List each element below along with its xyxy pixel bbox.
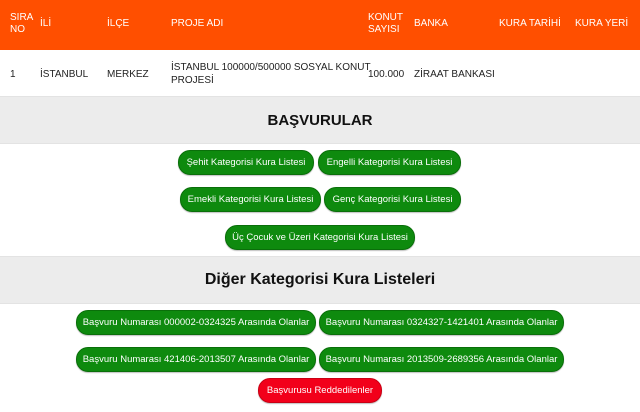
cell-banka: ZİRAAT BANKASI — [414, 69, 495, 80]
table-header — [0, 0, 640, 50]
cell-konut: 100.000 — [368, 69, 405, 80]
cell-proje-line1: İSTANBUL 100000/500000 SOSYAL KONUT — [171, 62, 371, 73]
emekli-list-button[interactable]: Emekli Kategorisi Kura Listesi — [180, 187, 321, 212]
header-kura-tarihi: KURA TARİHİ — [499, 18, 561, 29]
cell-ilce: MERKEZ — [107, 69, 149, 80]
header-il: İLİ — [40, 18, 52, 29]
header-sira-line1: SIRA — [10, 12, 34, 23]
genc-list-button[interactable]: Genç Kategorisi Kura Listesi — [324, 187, 461, 212]
uc-cocuk-list-button[interactable]: Üç Çocuk ve Üzeri Kategorisi Kura Listesi — [225, 225, 415, 250]
cell-proje-line2: PROJESİ — [171, 75, 214, 86]
diger-title: Diğer Kategorisi Kura Listeleri — [204, 271, 436, 288]
header-ilce: İLÇE — [107, 18, 130, 29]
header-sira-line2: NO — [10, 24, 25, 35]
engelli-list-button[interactable]: Engelli Kategorisi Kura Listesi — [318, 150, 461, 175]
header-konut-line2: SAYISI — [368, 24, 400, 35]
range-button-1[interactable]: Başvuru Numarası 000002-0324325 Arasında Olanlar — [76, 310, 316, 335]
rejected-button[interactable]: Başvurusu Reddedilenler — [258, 378, 382, 403]
cell-sira: 1 — [10, 69, 16, 80]
header-proje: PROJE ADI — [171, 18, 224, 29]
section-divider-3 — [0, 303, 640, 304]
range-button-4[interactable]: Başvuru Numarası 2013509-2689356 Arasında Olanlar — [319, 347, 564, 372]
basvurular-title: BAŞVURULAR — [267, 111, 373, 129]
header-konut-line1: KONUT — [368, 12, 403, 23]
sehit-list-button[interactable]: Şehit Kategorisi Kura Listesi — [178, 150, 314, 175]
range-button-2[interactable]: Başvuru Numarası 0324327-1421401 Arasında Olanlar — [319, 310, 564, 335]
diger-section-header — [0, 257, 640, 303]
basvurular-section-header — [0, 97, 640, 143]
cell-proje — [171, 61, 371, 87]
header-kura-yeri: KURA YERİ — [575, 18, 629, 29]
range-button-3[interactable]: Başvuru Numarası 421406-2013507 Arasında Olanlar — [76, 347, 316, 372]
section-divider — [0, 143, 640, 144]
header-banka: BANKA — [414, 18, 448, 29]
header-sira — [10, 12, 33, 36]
cell-il: İSTANBUL — [40, 69, 89, 80]
header-konut — [368, 12, 403, 36]
